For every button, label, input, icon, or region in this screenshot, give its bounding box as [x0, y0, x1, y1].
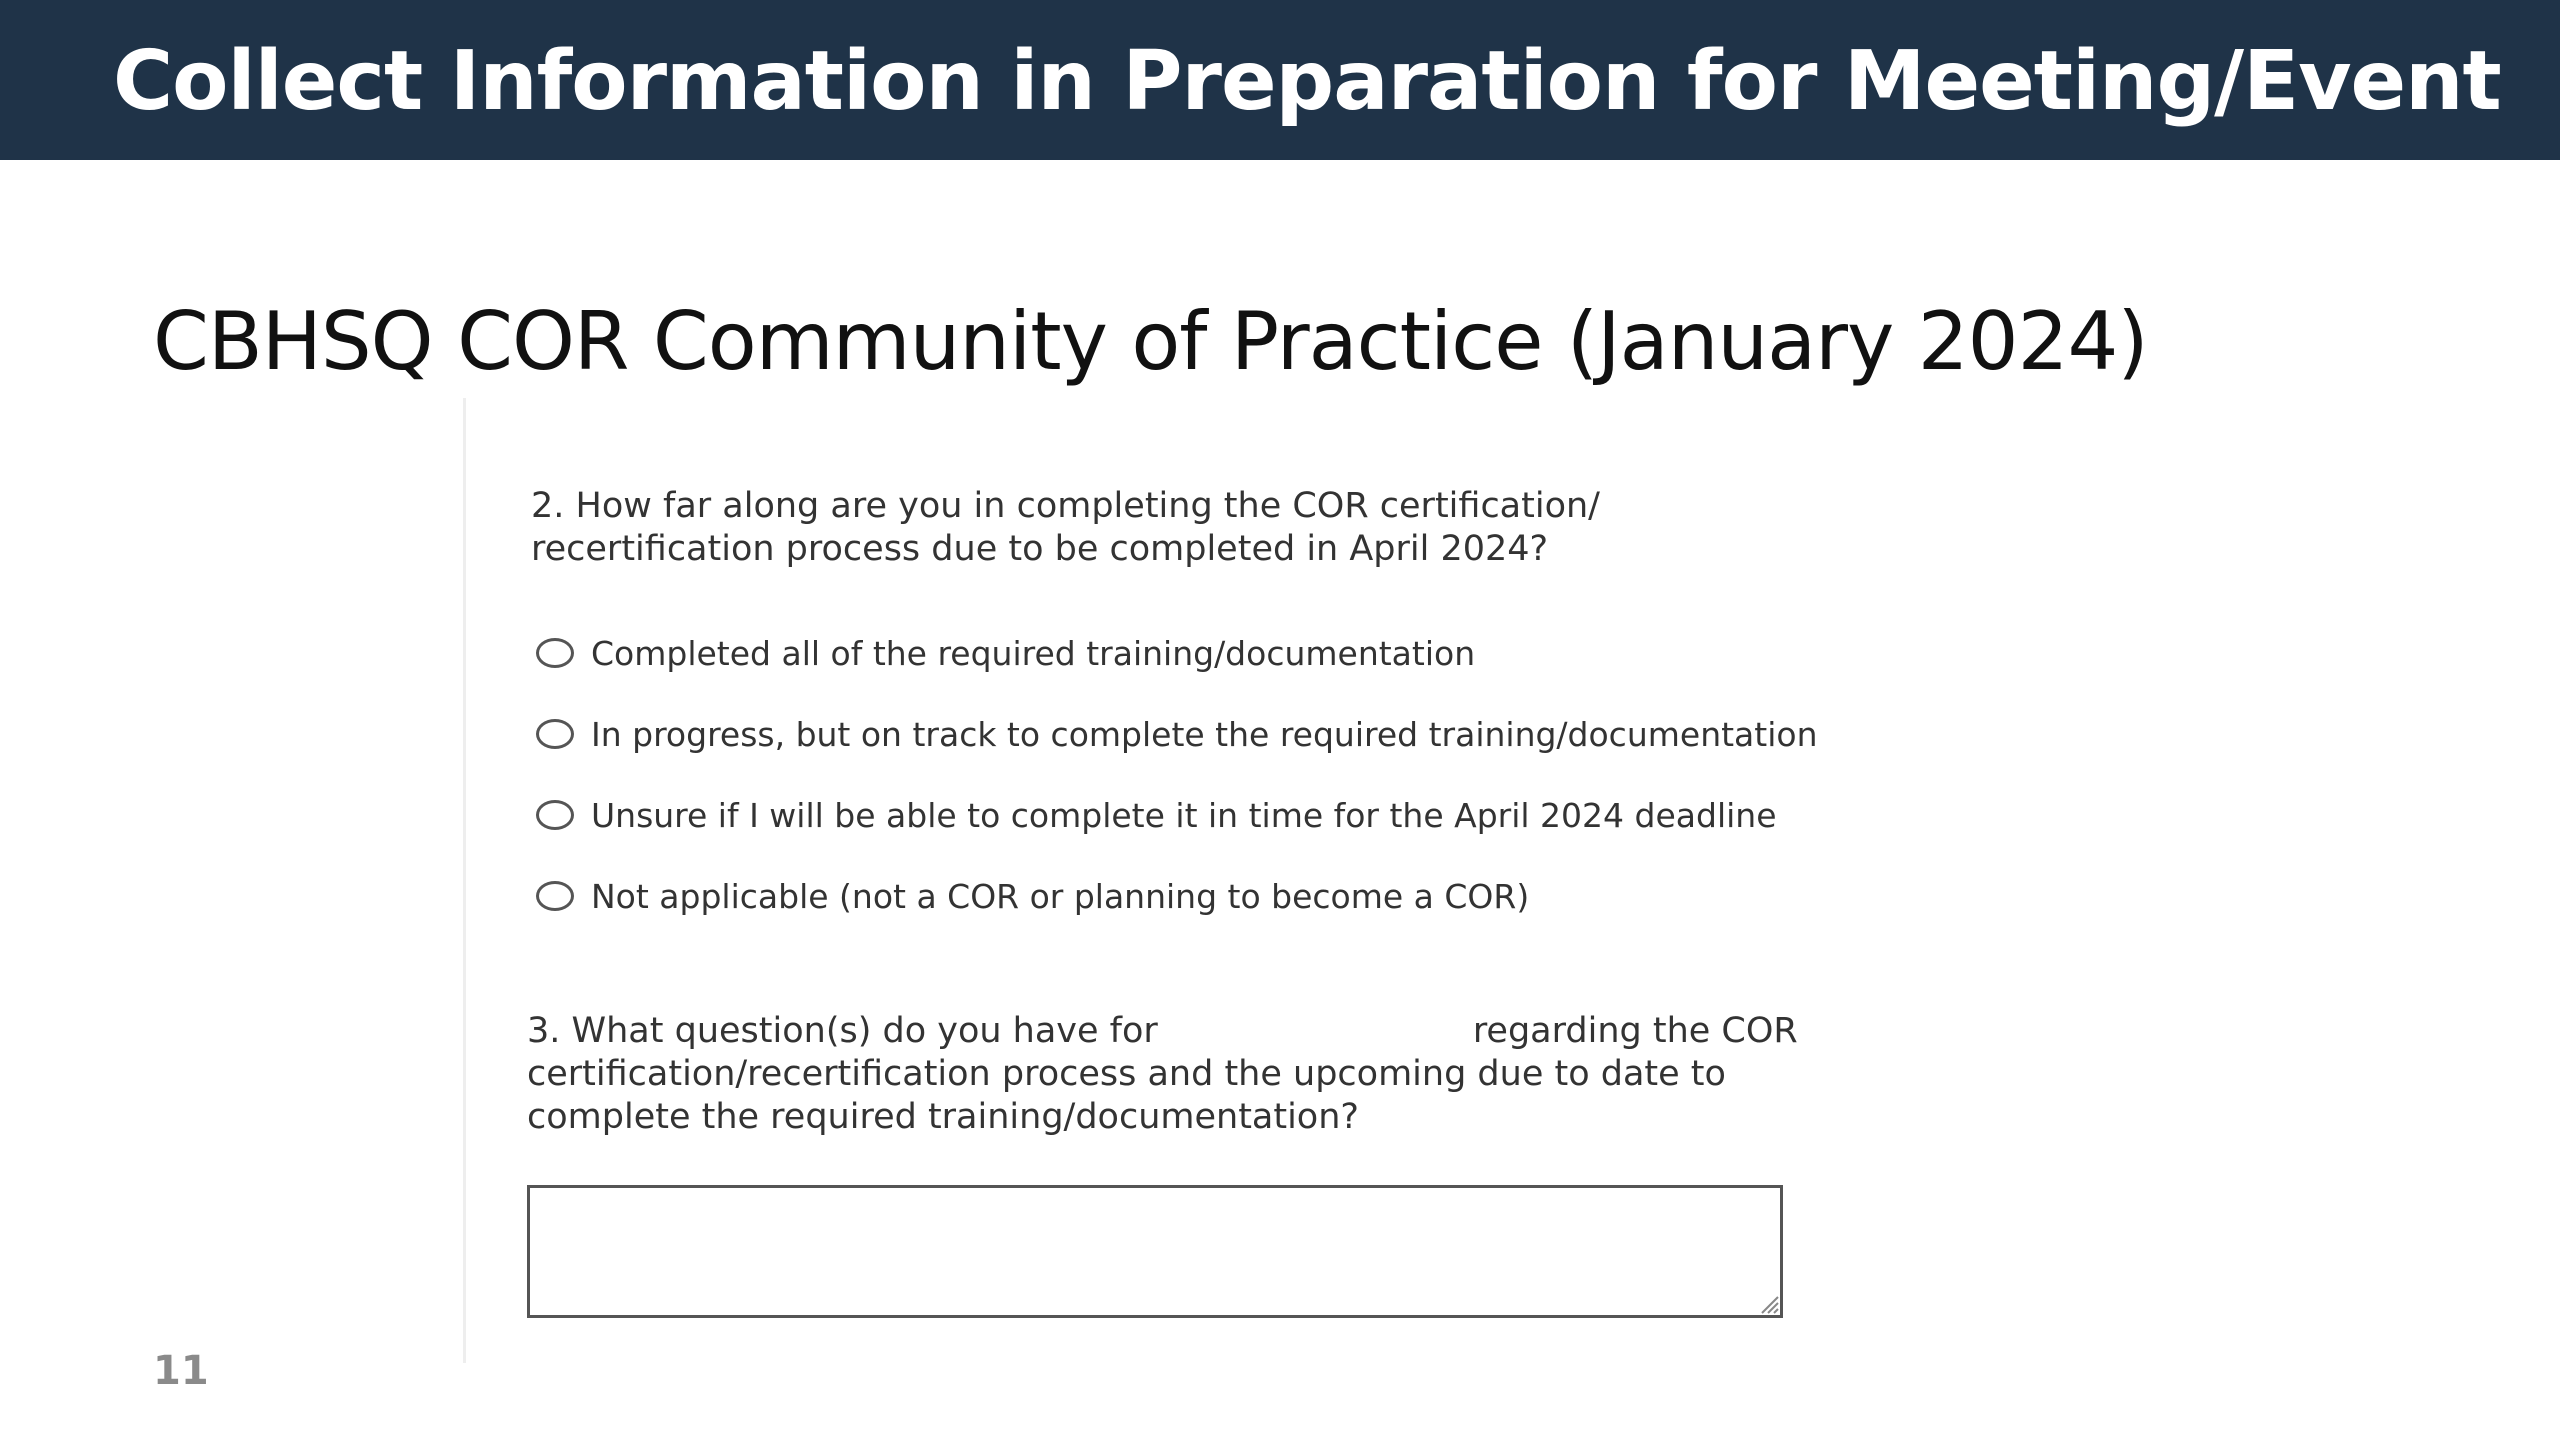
option-in-progress[interactable] — [536, 714, 1817, 754]
answer-textarea[interactable] — [527, 1185, 1783, 1318]
radio-unselected-icon[interactable] — [536, 719, 574, 749]
option-not-applicable[interactable] — [536, 876, 1529, 916]
header-bar — [0, 0, 2560, 160]
page-number: 11 — [153, 1348, 209, 1394]
question-2-line-2: recertification process due to be completed in April 2024? — [531, 529, 1549, 569]
survey-form — [463, 398, 2026, 1363]
option-label: Completed all of the required training/documentation — [591, 633, 1476, 673]
slide-subtitle: CBHSQ COR Community of Practice (January 2024) — [153, 295, 2148, 388]
option-unsure[interactable] — [536, 795, 1777, 835]
radio-unselected-icon[interactable] — [536, 881, 574, 911]
question-2-text — [531, 485, 1600, 571]
question-3-line-3: complete the required training/documentation? — [527, 1097, 1359, 1137]
question-3-line-1-end: regarding the COR — [1472, 1011, 1798, 1051]
question-2-line-1: 2. How far along are you in completing the COR certification/ — [531, 486, 1600, 526]
option-completed[interactable] — [536, 633, 1475, 673]
option-label: Not applicable (not a COR or planning to become a COR) — [591, 876, 1530, 916]
resize-grip-icon[interactable] — [1754, 1289, 1780, 1315]
radio-unselected-icon[interactable] — [536, 800, 574, 830]
question-3-line-1-start: 3. What question(s) do you have for — [527, 1011, 1158, 1051]
question-3-text — [527, 1010, 1798, 1139]
question-3-line-2: certification/recertification process and the upcoming due to date to — [527, 1054, 1726, 1094]
header-title: Collect Information in Preparation for Meeting/Event — [113, 34, 2501, 129]
question-3-line-1 — [527, 1010, 1798, 1053]
option-label: Unsure if I will be able to complete it in time for the April 2024 deadline — [591, 795, 1777, 835]
radio-unselected-icon[interactable] — [536, 638, 574, 668]
option-label: In progress, but on track to complete the required training/documentation — [591, 714, 1818, 754]
